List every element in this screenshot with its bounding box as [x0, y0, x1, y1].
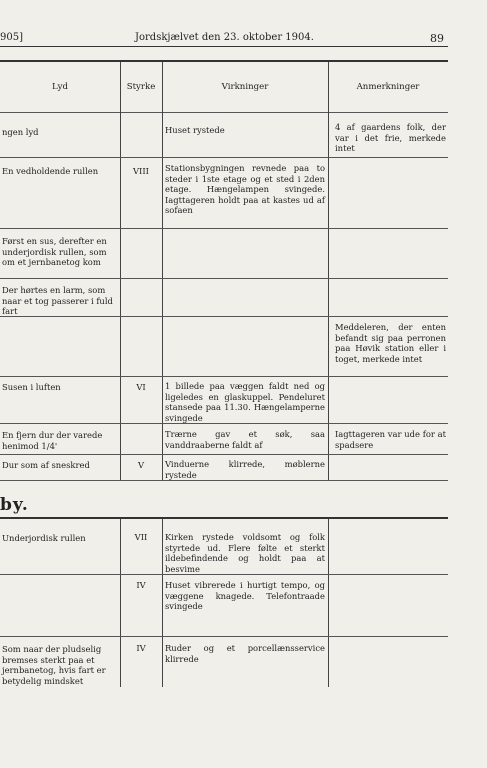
table-cell-styrke: VIII: [133, 166, 149, 176]
running-title: Jordskjælvet den 23. oktober 1904.: [135, 32, 314, 43]
table-cell-virkninger: 1 billede paa væggen faldt ned og ligeledes en glaskuppel. Pendeluret stansede paa 11.30. Hængelamperne svingede: [165, 381, 325, 423]
table-cell-lyd: En vedholdende rullen: [2, 166, 99, 176]
table-cell-anmerkninger: Meddeleren, der enten befandt sig paa perronen paa Høvik station eller i toget, merkede intet: [335, 322, 446, 364]
table-cell-virkninger: Trærne gav et søk, saa vanddraaberne faldt af: [165, 429, 325, 450]
column-header-styrke: Styrke: [126, 82, 156, 92]
header-left: 905]: [0, 32, 23, 43]
table-cell-styrke: VII: [134, 532, 148, 542]
table-cell-virkninger: Ruder og et porcellænsservice klirrede: [165, 643, 325, 664]
table-cell-virkninger: Stationsbygningen revnede paa to steder i 1ste etage og et sted i 2den etage. Hængelampen svingede. Iagttageren holdt paa at kastes ud af sofaen: [165, 163, 325, 216]
table-cell-lyd: ngen lyd: [2, 127, 39, 137]
column-line: [120, 62, 121, 480]
row-divider: [0, 157, 448, 158]
section-heading: by.: [0, 495, 29, 515]
header-divider: [0, 112, 448, 113]
column-line: [162, 519, 163, 687]
table-cell-lyd: Underjordisk rullen: [2, 533, 86, 543]
section-rule: [0, 517, 448, 519]
column-line: [162, 62, 163, 480]
table-cell-lyd: Der hørtes en larm, som naar et tog passerer i fuld fart: [2, 285, 113, 317]
row-divider: [0, 636, 448, 637]
table-cell-virkninger: Huset rystede: [165, 125, 225, 135]
table-cell-lyd: Som naar der pludselig bremses sterkt paa et jernbanetog, hvis fart er betydelig mindsket: [2, 644, 106, 686]
table-cell-anmerkninger: Iagttageren var ude for at spadsere: [335, 429, 446, 450]
page-number: 89: [430, 32, 444, 45]
column-header-lyd: Lyd: [52, 82, 68, 92]
column-line: [120, 519, 121, 687]
table-cell-anmerkninger: 4 af gaardens folk, der var i det frie, merkede intet: [335, 122, 446, 154]
table-cell-lyd: Dur som af sneskred: [2, 460, 90, 470]
row-divider: [0, 376, 448, 377]
table-cell-virkninger: Kirken rystede voldsomt og folk styrtede ud. Flere følte et sterkt ildebefindende og holdt paa at besvime: [165, 532, 325, 574]
table-cell-styrke: IV: [136, 643, 146, 653]
table-cell-lyd: En fjern dur der varede henimod 1/4': [2, 430, 103, 451]
row-divider: [0, 228, 448, 229]
table-cell-styrke: VI: [136, 382, 146, 392]
column-line: [328, 519, 329, 687]
table-top-rule: [0, 60, 448, 62]
table-cell-styrke: V: [137, 460, 145, 470]
table-cell-virkninger: Vinduerne klirrede, møblerne rystede: [165, 459, 325, 480]
column-line: [328, 62, 329, 480]
table-cell-virkninger: Huset vibrerede i hurtigt tempo, og væggene knagede. Telefontraade svingede: [165, 580, 325, 612]
table-cell-lyd: Først en sus, derefter en underjordisk rullen, som om et jernbanetog kom: [2, 236, 107, 268]
column-header-virkninger: Virkninger: [221, 82, 269, 92]
table-cell-lyd: Susen i luften: [2, 382, 61, 392]
column-header-anmerkninger: Anmerkninger: [356, 82, 420, 92]
row-divider: [0, 454, 448, 455]
header-rule: [0, 46, 448, 47]
table-cell-styrke: IV: [136, 580, 146, 590]
row-divider: [0, 278, 448, 279]
